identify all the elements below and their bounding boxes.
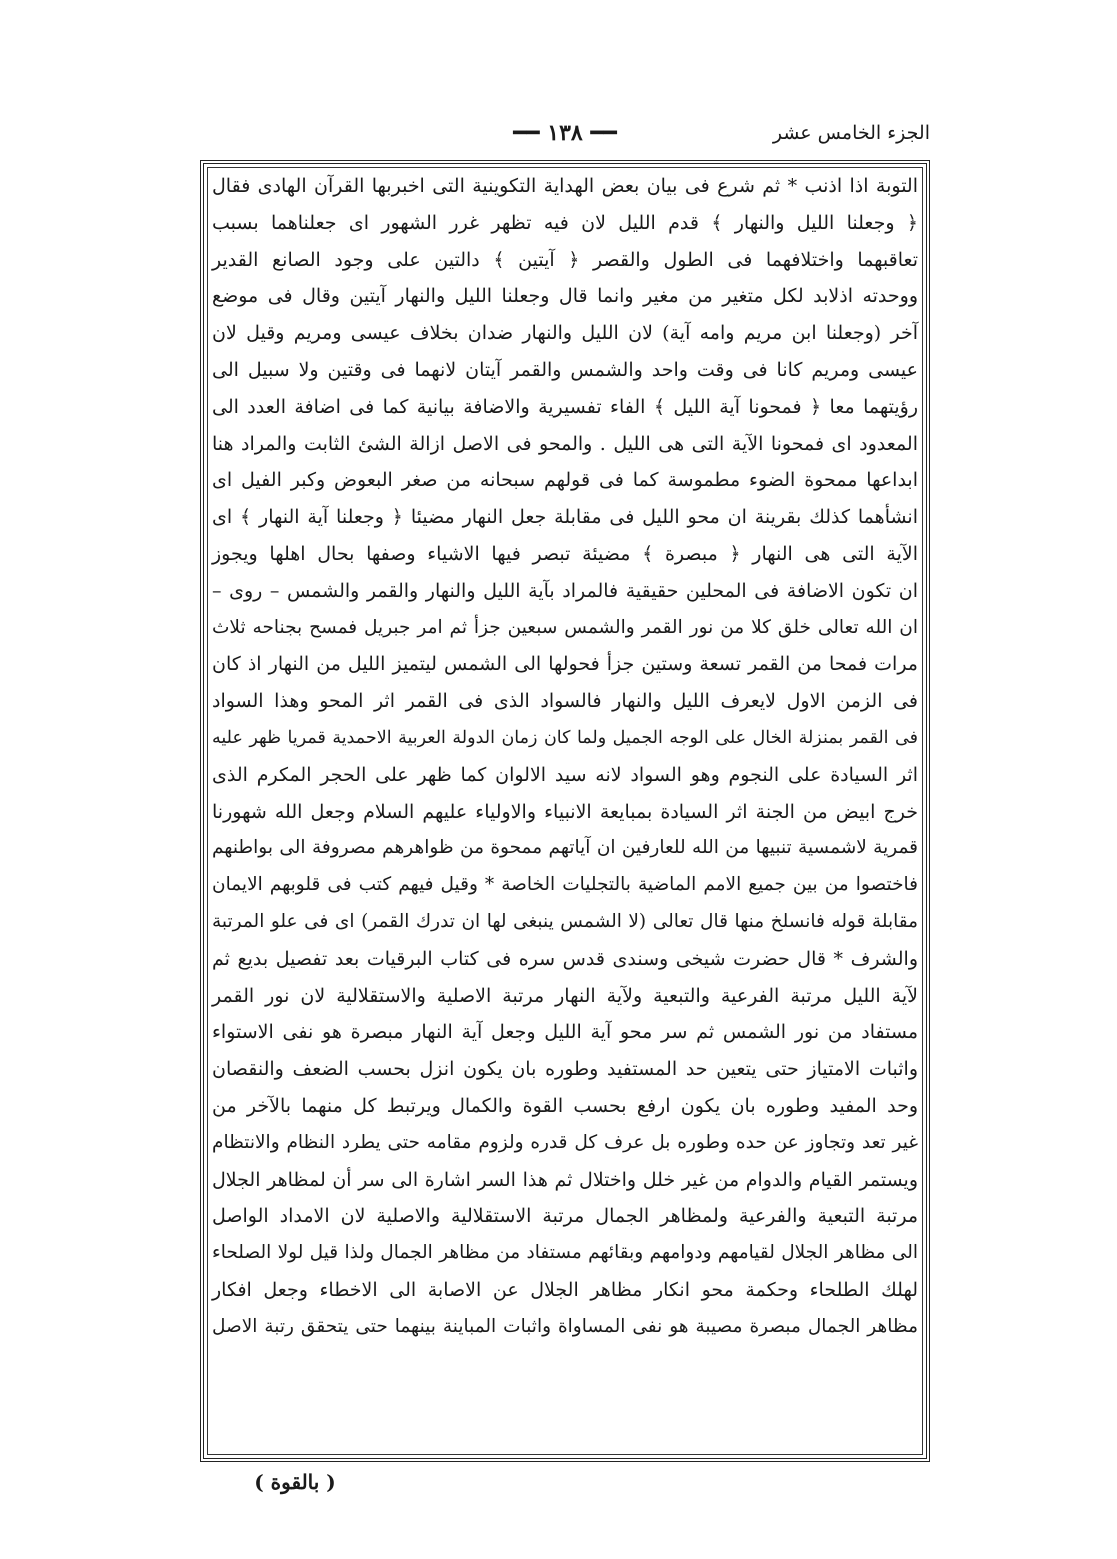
text-line: التوبة اذا اذنب * ثم شرع فى بيان بعض الهداية التكوينية التى اخبربها القرآن الهادى فقال <box>212 175 918 197</box>
text-line: قمرية لاشمسية تنبيها من الله للعارفين ان آياتهم ممحوة من ظواهرهم مصروفة الى بواطنهم <box>212 837 918 859</box>
body-text <box>206 168 924 1346</box>
text-line: المعدود اى فمحونا الآية التى هى الليل . والمحو فى الاصل ازالة الشئ الثابت والمراد هنا <box>212 432 918 455</box>
text-line: عيسى ومريم كانا فى وقت واحد والشمس والقمر آيتان لانهما فى وقتين ولا سبيل الى <box>212 358 918 381</box>
text-line: مرتبة التبعية والفرعية ولمظاهر الجمال مرتبة الاستقلالية والاصلية لان الامداد الواصل <box>212 1205 918 1228</box>
text-line: مستفاد من نور الشمس ثم سر محو آية الليل وجعل آية النهار مبصرة هو نفى الاستواء <box>212 1021 918 1044</box>
text-line: انشأهما كذلك بقرينة ان محو الليل فى مقابلة جعل النهار مضيئا ﴿ وجعلنا آية النهار ﴾ اى <box>212 506 918 529</box>
text-line: خرج ابيض من الجنة اثر السيادة بمبايعة الانبياء والاولياء عليهم السلام وجعل الله شهورنا <box>212 800 918 823</box>
text-line: تعاقبهما واختلافهما فى الطول والقصر ﴿ آيتين ﴾ دالتين على وجود الصانع القدير <box>212 248 918 271</box>
text-line: الى مظاهر الجلال لقيامهم ودوامهم وبقائهم مستفاد من مظاهر الجمال ولذا قيل لولا الصلحاء <box>212 1242 918 1264</box>
text-line: رؤيتهما معا ﴿ فمحونا آية الليل ﴾ الفاء تفسيرية والاضافة بيانية كما فى اضافة العدد الى <box>212 395 918 418</box>
text-line: مظاهر الجمال مبصرة مصيبة هو نفى المساواة واثبات المباينة بينهما حتى يتحقق رتبة الاصل <box>212 1315 918 1337</box>
page-number: ━━ ١٣٨ ━━ <box>513 120 617 146</box>
text-line: واثبات الامتياز حتى يتعين حد المستفيد وطوره بان يكون انزل بحسب الضعف والنقصان <box>212 1058 918 1081</box>
text-line: فى الزمن الاول لايعرف الليل والنهار فالسواد الذى فى القمر اثر المحو وهذا السواد <box>212 690 918 713</box>
text-line: ان الله تعالى خلق كلا من نور القمر والشمس سبعين جزأ ثم امر جبريل فمسح بجناحه ثلاث <box>212 616 918 638</box>
text-line: فى القمر بمنزلة الخال على الوجه الجميل ولما كان زمان الدولة العربية الاحمدية قمريا ظهر عليه <box>212 727 918 748</box>
text-line: والشرف * قال حضرت شيخى وسندى قدس سره فى كتاب البرقيات بعد تفصيل بديع ثم <box>212 947 918 970</box>
text-line: اثر السيادة على النجوم وهو السواد لانه سيد الالوان كما ظهر على الحجر المكرم الذى <box>212 763 918 786</box>
text-line: لهلك الطلحاء وحكمة محو انكار مظاهر الجلال عن الاصابة الى الاخطاء وجعل افكار <box>212 1278 918 1301</box>
catchword: ( بالقوة ) <box>254 1470 336 1494</box>
text-line: فاختصوا من بين جميع الامم الماضية بالتجليات الخاصة * وقيل فيهم كتب فى قلوبهم الايمان <box>212 874 918 896</box>
text-line: مقابلة قوله فانسلخ منها قال تعالى (لا الشمس ينبغى لها ان تدرك القمر) اى فى علو المرتبة <box>212 910 918 932</box>
text-line: ووحدته اذلابد لكل متغير من مغير وانما قال وجعلنا الليل والنهار آيتين وقال فى موضع <box>212 285 918 308</box>
text-line: غير تعد وتجاوز عن حده وطوره بل عرف كل قدره ولزوم مقامه حتى يطرد النظام والانتظام <box>212 1131 918 1153</box>
text-line: مرات فمحا من القمر تسعة وستين جزأ فحولها الى الشمس ليتميز الليل من النهار اذ كان <box>212 653 918 676</box>
text-line: الآية التى هى النهار ﴿ مبصرة ﴾ مضيئة تبصر فيها الاشياء وصفها بحال اهلها ويجوز <box>212 542 918 565</box>
text-line: آخر (وجعلنا ابن مريم وامه آية) لان الليل والنهار ضدان بخلاف عيسى ومريم وقيل لان <box>212 322 918 345</box>
text-line: ابداعها ممحوة الضوء مطموسة كما فى قولهم سبحانه من صغر البعوض وكبر الفيل اى <box>212 469 918 492</box>
text-line: لآية الليل مرتبة الفرعية والتبعية ولآية النهار مرتبة الاصلية والاستقلالية لان نور القمر <box>212 984 918 1007</box>
text-line: وحد المفيد وطوره بان يكون ارفع بحسب القوة والكمال ويرتبط كل منهما بالآخر من <box>212 1094 918 1117</box>
text-line: ويستمر القيام والدوام من غير خلل واختلال ثم هذا السر اشارة الى سر أن لمظاهر الجلال <box>212 1168 918 1191</box>
part-label: الجزء الخامس عشر <box>772 122 930 144</box>
text-line: ان تكون الاضافة فى المحلين حقيقية فالمراد بآية الليل والنهار والقمر والشمس – روى – <box>212 579 918 602</box>
text-line: ﴿ وجعلنا الليل والنهار ﴾ قدم الليل لان فيه تظهر غرر الشهور اى جعلناهما بسبب <box>212 211 918 234</box>
page-header <box>170 118 930 158</box>
